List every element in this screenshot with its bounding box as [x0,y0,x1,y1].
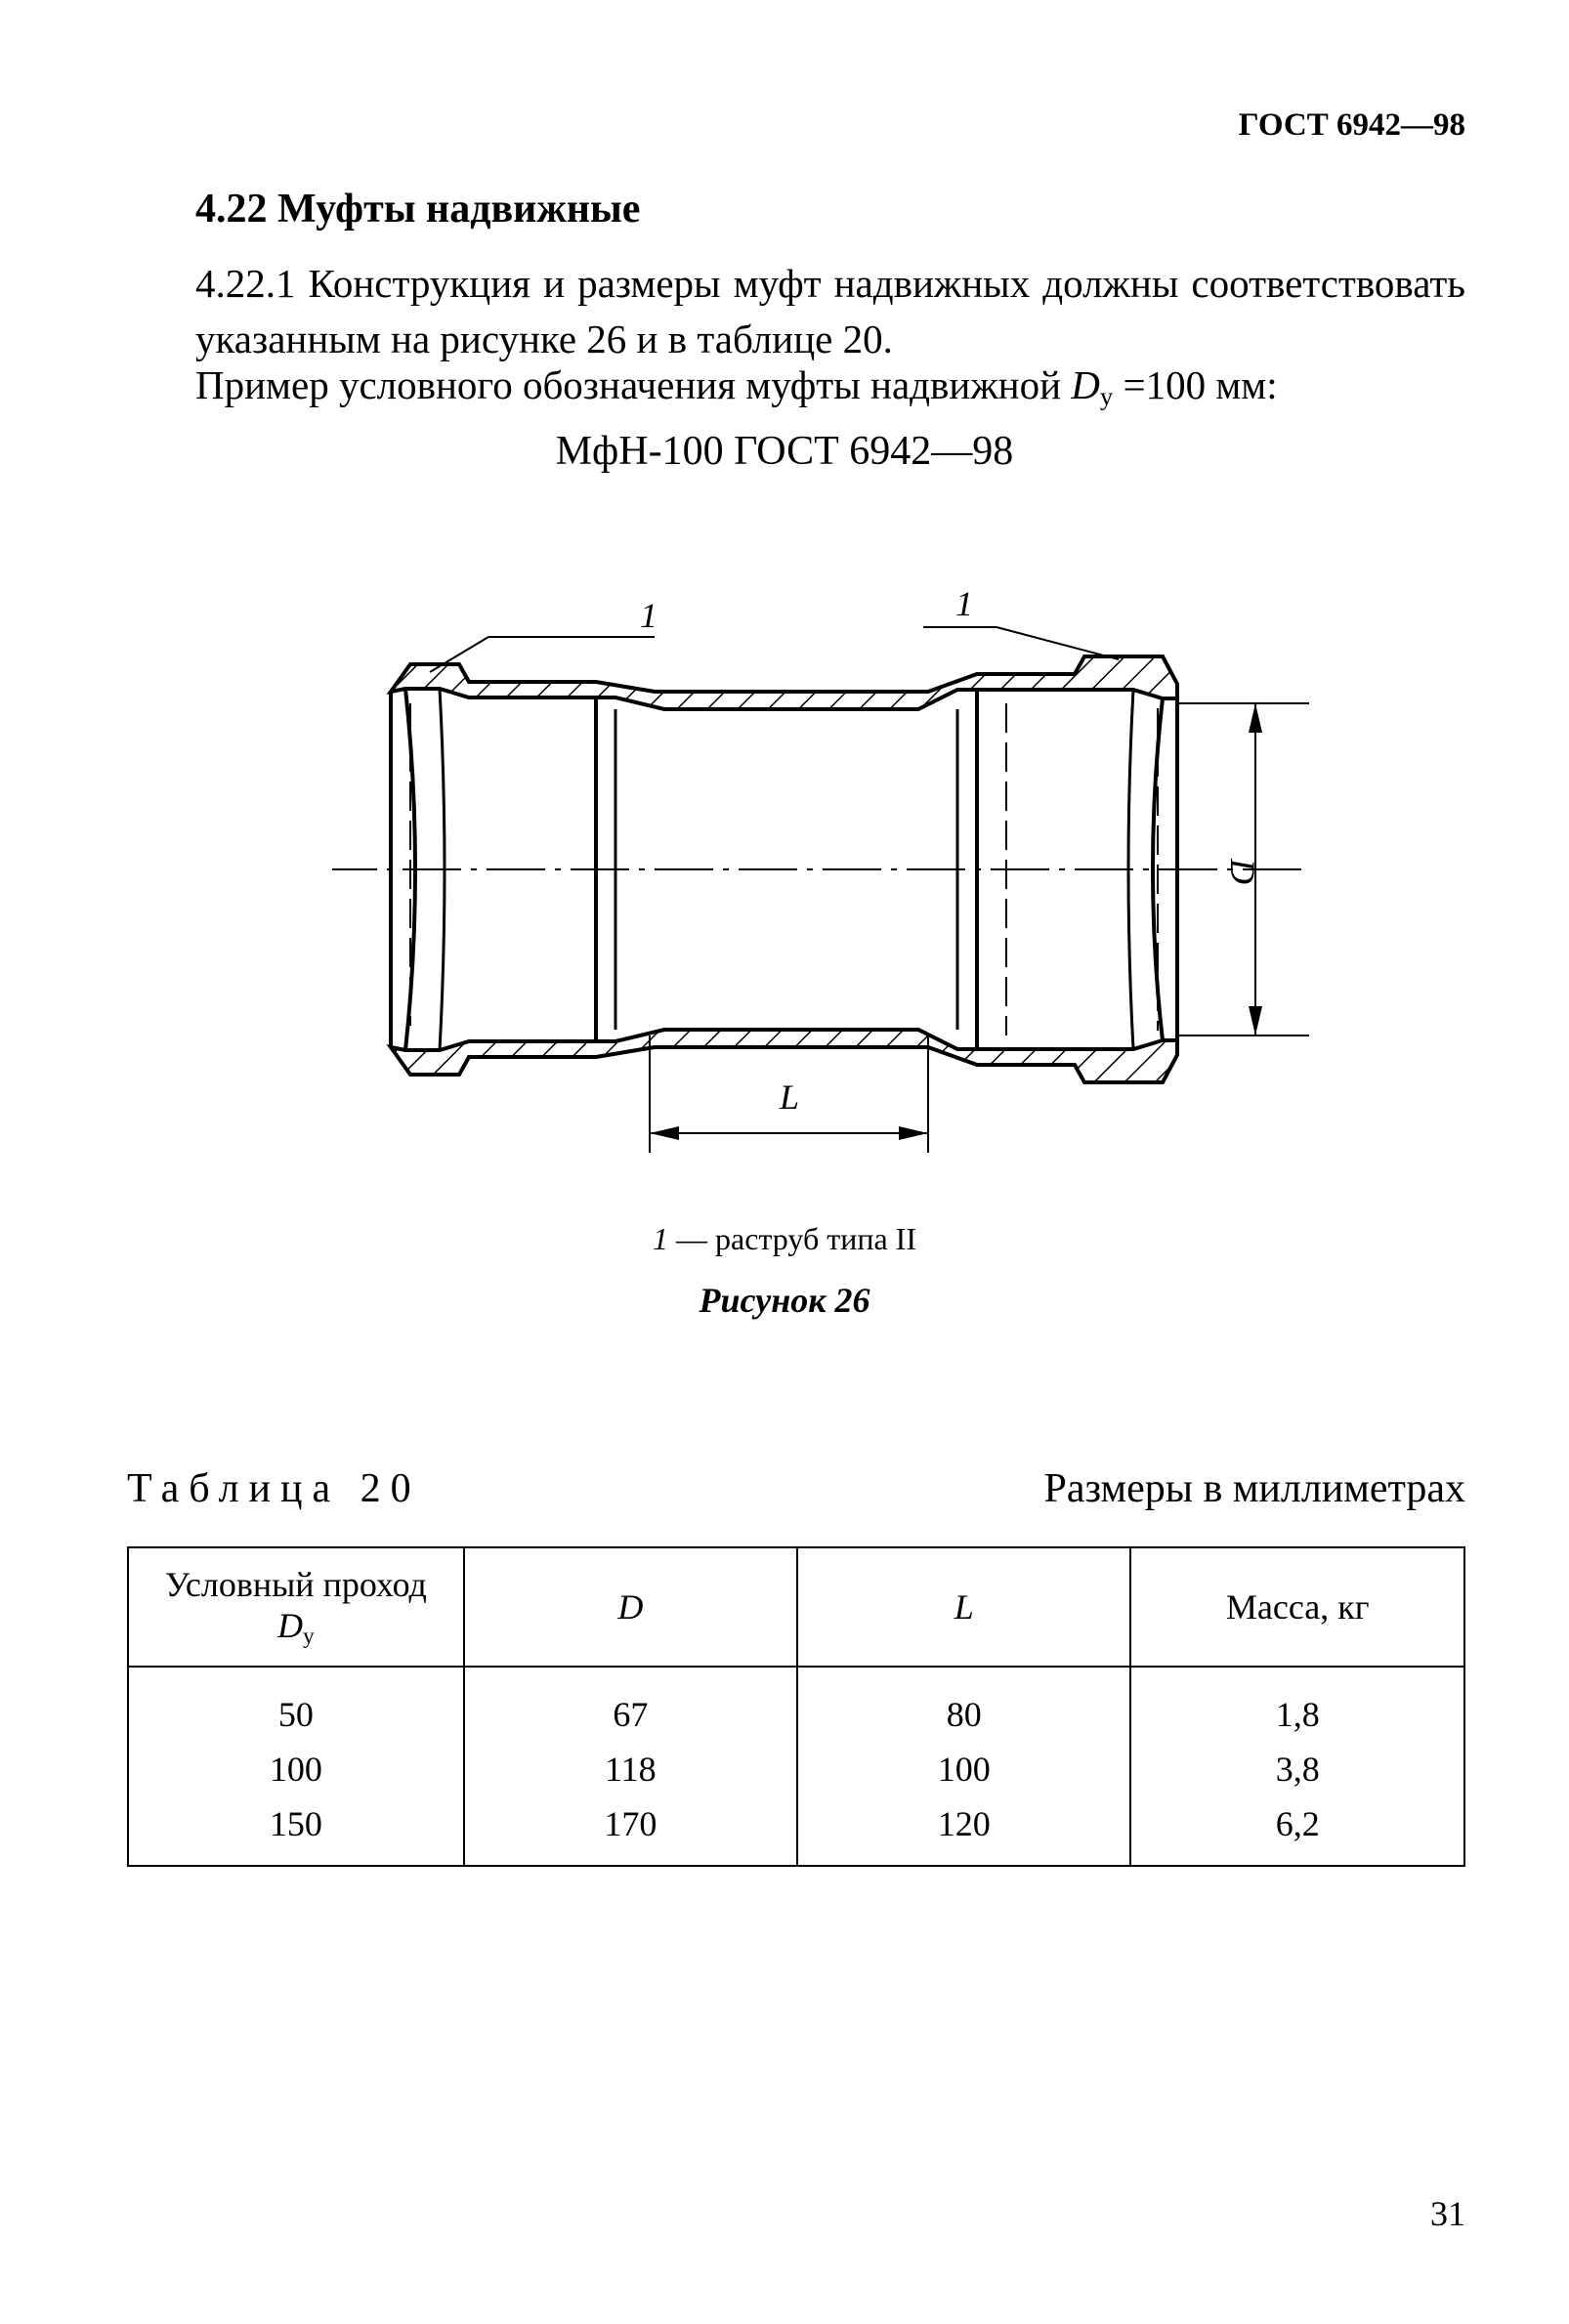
header-D: D [464,1547,797,1667]
cell-mass: 6,2 [1130,1796,1464,1866]
coupling-drawing [332,567,1309,1192]
header-nominal-bore-symbol: D [276,1606,303,1646]
table-label: Таблица 20 [127,1466,421,1511]
cell-dy: 150 [128,1796,464,1866]
page-number: 31 [1430,2194,1465,2233]
figure-caption: Рисунок 26 [699,1281,870,1320]
table-row [128,1742,1464,1796]
header-nominal-bore-sub: у [302,1623,315,1649]
cell-D: 67 [464,1667,797,1742]
header-mass: Масса, кг [1130,1547,1464,1667]
table-units: Размеры в миллиметрах [1043,1466,1465,1511]
cell-mass: 1,8 [1130,1667,1464,1742]
table-header-row [128,1547,1464,1667]
cell-L: 120 [797,1796,1130,1866]
example-prefix: Пример условного обозначения муфты надвижной [195,362,1062,407]
cell-dy: 50 [128,1667,464,1742]
legend-number: 1 [653,1221,669,1256]
top-wall [391,656,1177,709]
header-nominal-bore-text: Условный проход [164,1565,427,1605]
cell-D: 118 [464,1742,797,1796]
designation-example: МфН-100 ГОСТ 6942—98 [555,429,1014,474]
table-row [128,1667,1464,1742]
cell-L: 100 [797,1742,1130,1796]
header-nominal-bore [128,1547,464,1667]
document-header: ГОСТ 6942—98 [1238,107,1465,143]
figure-legend [0,1221,1569,1257]
dim-L-label: L [779,1077,800,1117]
section-title: 4.22 Муфты надвижные [195,187,641,232]
cell-mass: 3,8 [1130,1742,1464,1796]
dim-D-label: D [1223,859,1262,884]
cell-dy: 100 [128,1742,464,1796]
paragraph-construction: 4.22.1 Конструкция и размеры муфт надвижных должны соответствовать указанным на рисунке 26 и в таблице 20. [195,261,1465,361]
cell-D: 170 [464,1796,797,1866]
cell-L: 80 [797,1667,1130,1742]
legend-text: — раструб типа II [676,1221,916,1256]
example-symbol: D [1071,362,1100,407]
callout-left: 1 [640,596,657,635]
bottom-wall [391,1030,1177,1082]
example-symbol-sub: у [1099,381,1114,411]
callout-right: 1 [955,584,973,623]
table-row [128,1796,1464,1866]
header-L: L [797,1547,1130,1667]
paragraph-example [195,358,1465,425]
example-suffix: =100 мм: [1123,362,1278,407]
dimensions-table [127,1546,1465,1867]
